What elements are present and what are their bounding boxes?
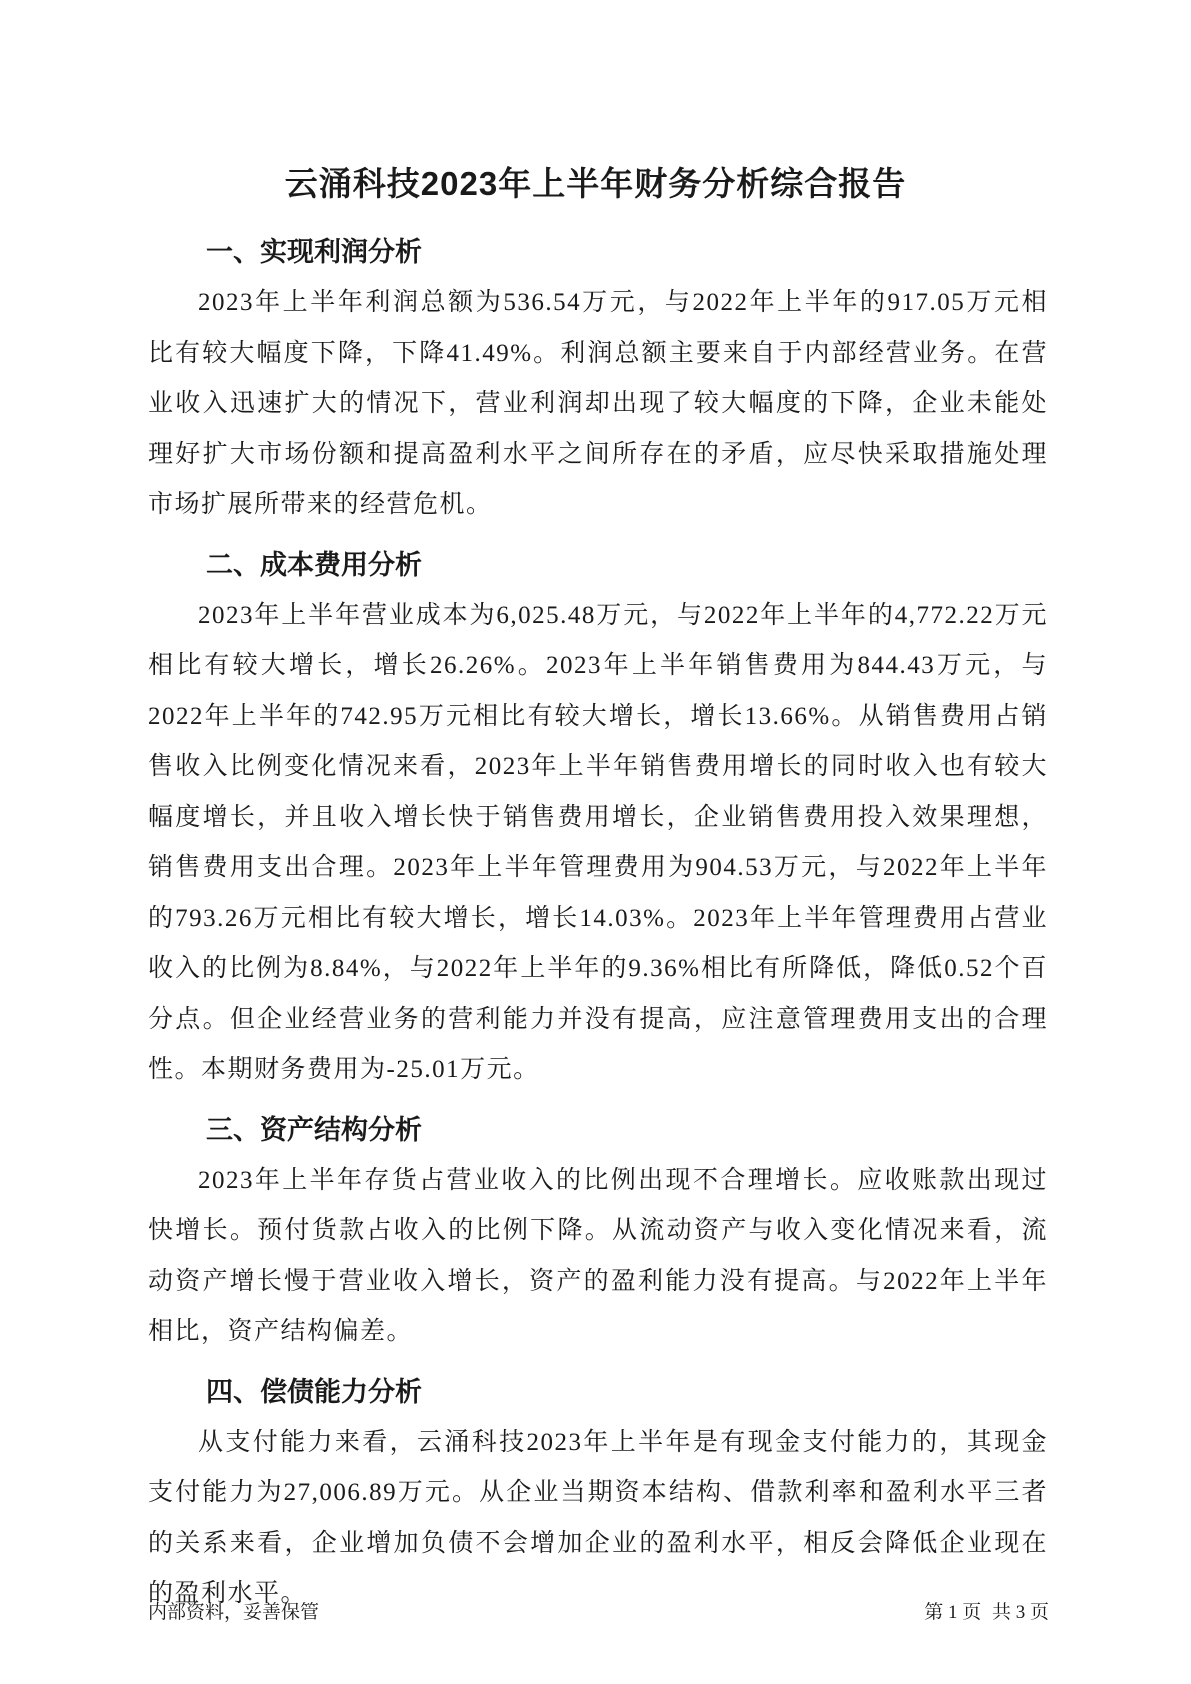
section-heading: 三、资产结构分析	[206, 1114, 422, 1145]
page-total: 共 3 页	[991, 1602, 1049, 1623]
section-asset-structure	[148, 1104, 1048, 1358]
section-profit-analysis	[148, 226, 1048, 531]
document-title: 云涌科技2023年上半年财务分析综合报告	[284, 165, 907, 203]
section-paragraph: 2023年上半年存货占营业收入的比例出现不合理增长。应收账款出现过快增长。预付货款占收入的比例下降。从流动资产与收入变化情况来看，流动资产增长慢于营业收入增长，资产的盈利能力没有提高。与2022年上半年相比，资产结构偏差。	[148, 1166, 1048, 1345]
section-heading: 四、偿债能力分析	[206, 1376, 422, 1407]
section-paragraph: 2023年上半年利润总额为536.54万元，与2022年上半年的917.05万元相比有较大幅度下降，下降41.49%。利润总额主要来自于内部经营业务。在营业收入迅速扩大的情况下，营业利润却出现了较大幅度的下降，企业未能处理好扩大市场份额和提高盈利水平之间所存在的矛盾，应尽快采取措施处理市场扩展所带来的经营危机。	[148, 289, 1048, 518]
section-paragraph: 从支付能力来看，云涌科技2023年上半年是有现金支付能力的，其现金支付能力为27,006.89万元。从企业当期资本结构、借款利率和盈利水平三者的关系来看，企业增加负债不会增加企业的盈利水平，相反会降低企业现在的盈利水平。	[148, 1428, 1048, 1607]
section-paragraph: 2023年上半年营业成本为6,025.48万元，与2022年上半年的4,772.22万元相比有较大增长，增长26.26%。2023年上半年销售费用为844.43万元，与2022年上半年的742.95万元相比有较大增长，增长13.66%。从销售费用占销售收入比例变化情况来看，2023年上半年销售费用增长的同时收入也有较大幅度增长，并且收入增长快于销售费用增长，企业销售费用投入效果理想，销售费用支出合理。2023年上半年管理费用为904.53万元，与2022年上半年的793.26万元相比有较大增长，增长14.03%。2023年上半年管理费用占营业收入的比例为8.84%，与2022年上半年的9.36%相比有所降低，降低0.52个百分点。但企业经营业务的营利能力并没有提高，应注意管理费用支出的合理性。本期财务费用为-25.01万元。	[148, 601, 1048, 1083]
footer-page-number	[924, 1601, 1049, 1625]
section-heading: 二、成本费用分析	[206, 549, 422, 580]
section-cost-analysis	[148, 539, 1048, 1096]
section-heading: 一、实现利润分析	[206, 237, 422, 267]
document-body	[148, 226, 1048, 1626]
section-solvency-analysis	[148, 1366, 1048, 1620]
footer-confidential-note: 内部资料，妥善保管	[148, 1602, 320, 1623]
page-current: 第 1 页	[924, 1602, 982, 1623]
